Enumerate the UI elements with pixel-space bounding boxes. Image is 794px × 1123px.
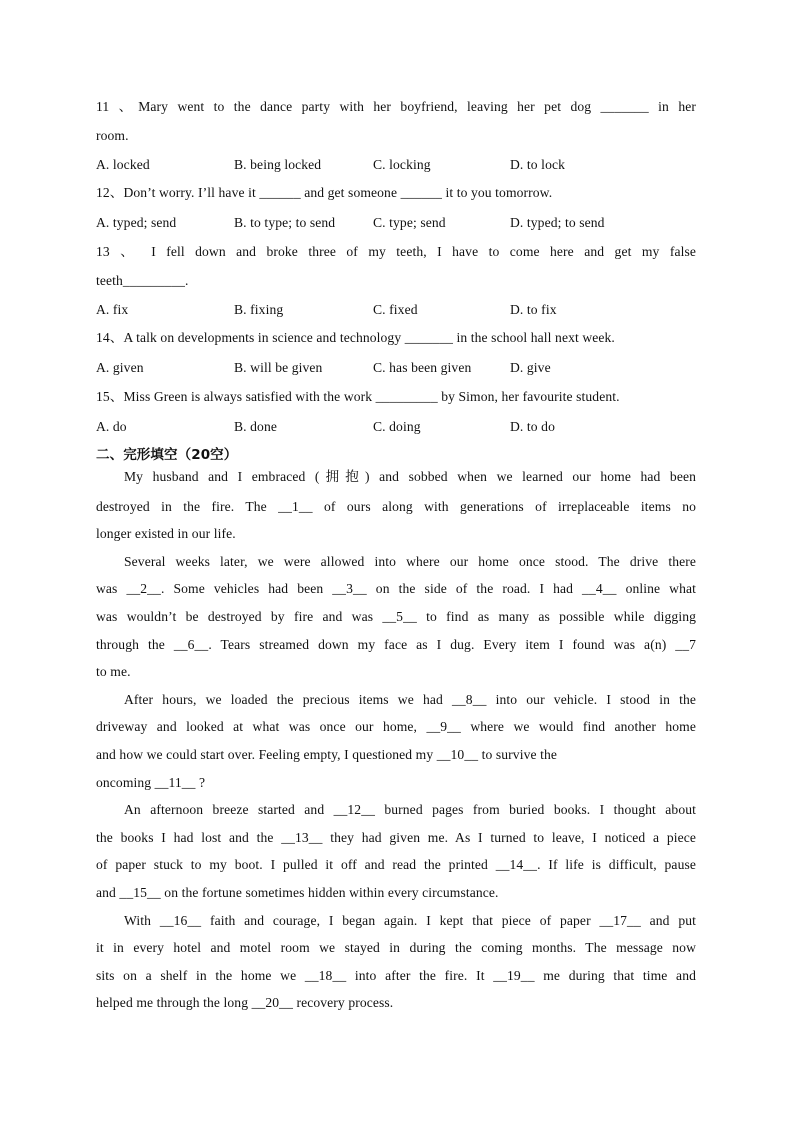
option-a: A. locked — [96, 157, 150, 172]
option-a: A. do — [96, 419, 127, 434]
option-c: C. has been given — [373, 360, 472, 375]
q14-stem: 14、A talk on developments in science and technology _______ in the school hall next week. — [96, 330, 615, 345]
q11-options — [96, 155, 696, 175]
q14-options — [96, 358, 696, 378]
option-b: B. done — [234, 419, 277, 434]
q13-options — [96, 300, 696, 320]
option-d: D. to lock — [510, 157, 565, 172]
q12-options — [96, 213, 696, 233]
option-a: A. typed; send — [96, 215, 177, 230]
passage-line: of paper stuck to my boot. I pulled it off and read the printed __14__. If life is difficult, pause — [96, 857, 696, 872]
passage-line: was wouldn’t be destroyed by fire and was __5__ to find as many as possible while digging — [96, 609, 696, 624]
q15-options — [96, 417, 696, 437]
passage-line: driveway and looked at what was once our home, __9__ where we would find another home — [96, 719, 696, 734]
passage-line: and how we could start over. Feeling empty, I questioned my __10__ to survive the — [96, 747, 558, 762]
passage-line: it in every hotel and motel room we stayed in during the coming months. The message now — [96, 940, 696, 955]
option-d: D. to do — [510, 419, 555, 434]
passage-line: helped me through the long __20__ recovery process. — [96, 995, 394, 1010]
option-d: D. give — [510, 360, 551, 375]
option-d: D. typed; to send — [510, 215, 605, 230]
passage-line: sits on a shelf in the home we __18__ into after the fire. It __19__ me during that time and — [96, 968, 696, 983]
passage-line: oncoming __11__ ? — [96, 775, 206, 790]
passage-line: After hours, we loaded the precious items we had __8__ into our vehicle. I stood in the — [124, 692, 696, 707]
passage-line: My husband and I embraced (拥抱) and sobbed when we learned our home had been — [124, 469, 696, 484]
passage-line: was __2__. Some vehicles had been __3__ on the side of the road. I had __4__ online what — [96, 581, 696, 596]
option-d: D. to fix — [510, 302, 557, 317]
passage-line: to me. — [96, 664, 131, 679]
option-b: B. fixing — [234, 302, 284, 317]
passage-line: through the __6__. Tears streamed down my face as I dug. Every item I found was a(n) __7 — [96, 637, 696, 652]
q11-stem-line-1: 11 、Mary went to the dance party with her boyfriend, leaving her pet dog _______ in her — [96, 99, 696, 114]
option-a: A. given — [96, 360, 144, 375]
passage-line: and __15__ on the fortune sometimes hidden within every circumstance. — [96, 885, 499, 900]
passage-line: the books I had lost and the __13__ they had given me. As I turned to leave, I noticed a piece — [96, 830, 696, 845]
option-c: C. fixed — [373, 302, 418, 317]
passage-line: destroyed in the fire. The __1__ of ours along with generations of irreplaceable items no — [96, 499, 696, 514]
passage-line: Several weeks later, we were allowed into where our home once stood. The drive there — [124, 554, 696, 569]
passage-line: An afternoon breeze started and __12__ burned pages from buried books. I thought about — [124, 802, 696, 817]
option-b: B. to type; to send — [234, 215, 336, 230]
section-title-cloze: 二、完形填空（20空） — [96, 447, 238, 463]
q15-stem: 15、Miss Green is always satisfied with the work _________ by Simon, her favourite student. — [96, 389, 620, 404]
option-b: B. being locked — [234, 157, 322, 172]
option-c: C. type; send — [373, 215, 446, 230]
passage-line: longer existed in our life. — [96, 526, 236, 541]
option-b: B. will be given — [234, 360, 323, 375]
q13-stem-line-1: 13 、 I fell down and broke three of my teeth, I have to come here and get my false — [96, 244, 696, 259]
option-a: A. fix — [96, 302, 129, 317]
q12-stem: 12、Don’t worry. I’ll have it ______ and get someone ______ it to you tomorrow. — [96, 185, 553, 200]
q11-stem-line-2: room. — [96, 128, 129, 143]
q13-stem-line-2: teeth_________. — [96, 273, 189, 288]
option-c: C. doing — [373, 419, 421, 434]
passage-line: With __16__ faith and courage, I began again. I kept that piece of paper __17__ and put — [124, 913, 696, 928]
option-c: C. locking — [373, 157, 431, 172]
